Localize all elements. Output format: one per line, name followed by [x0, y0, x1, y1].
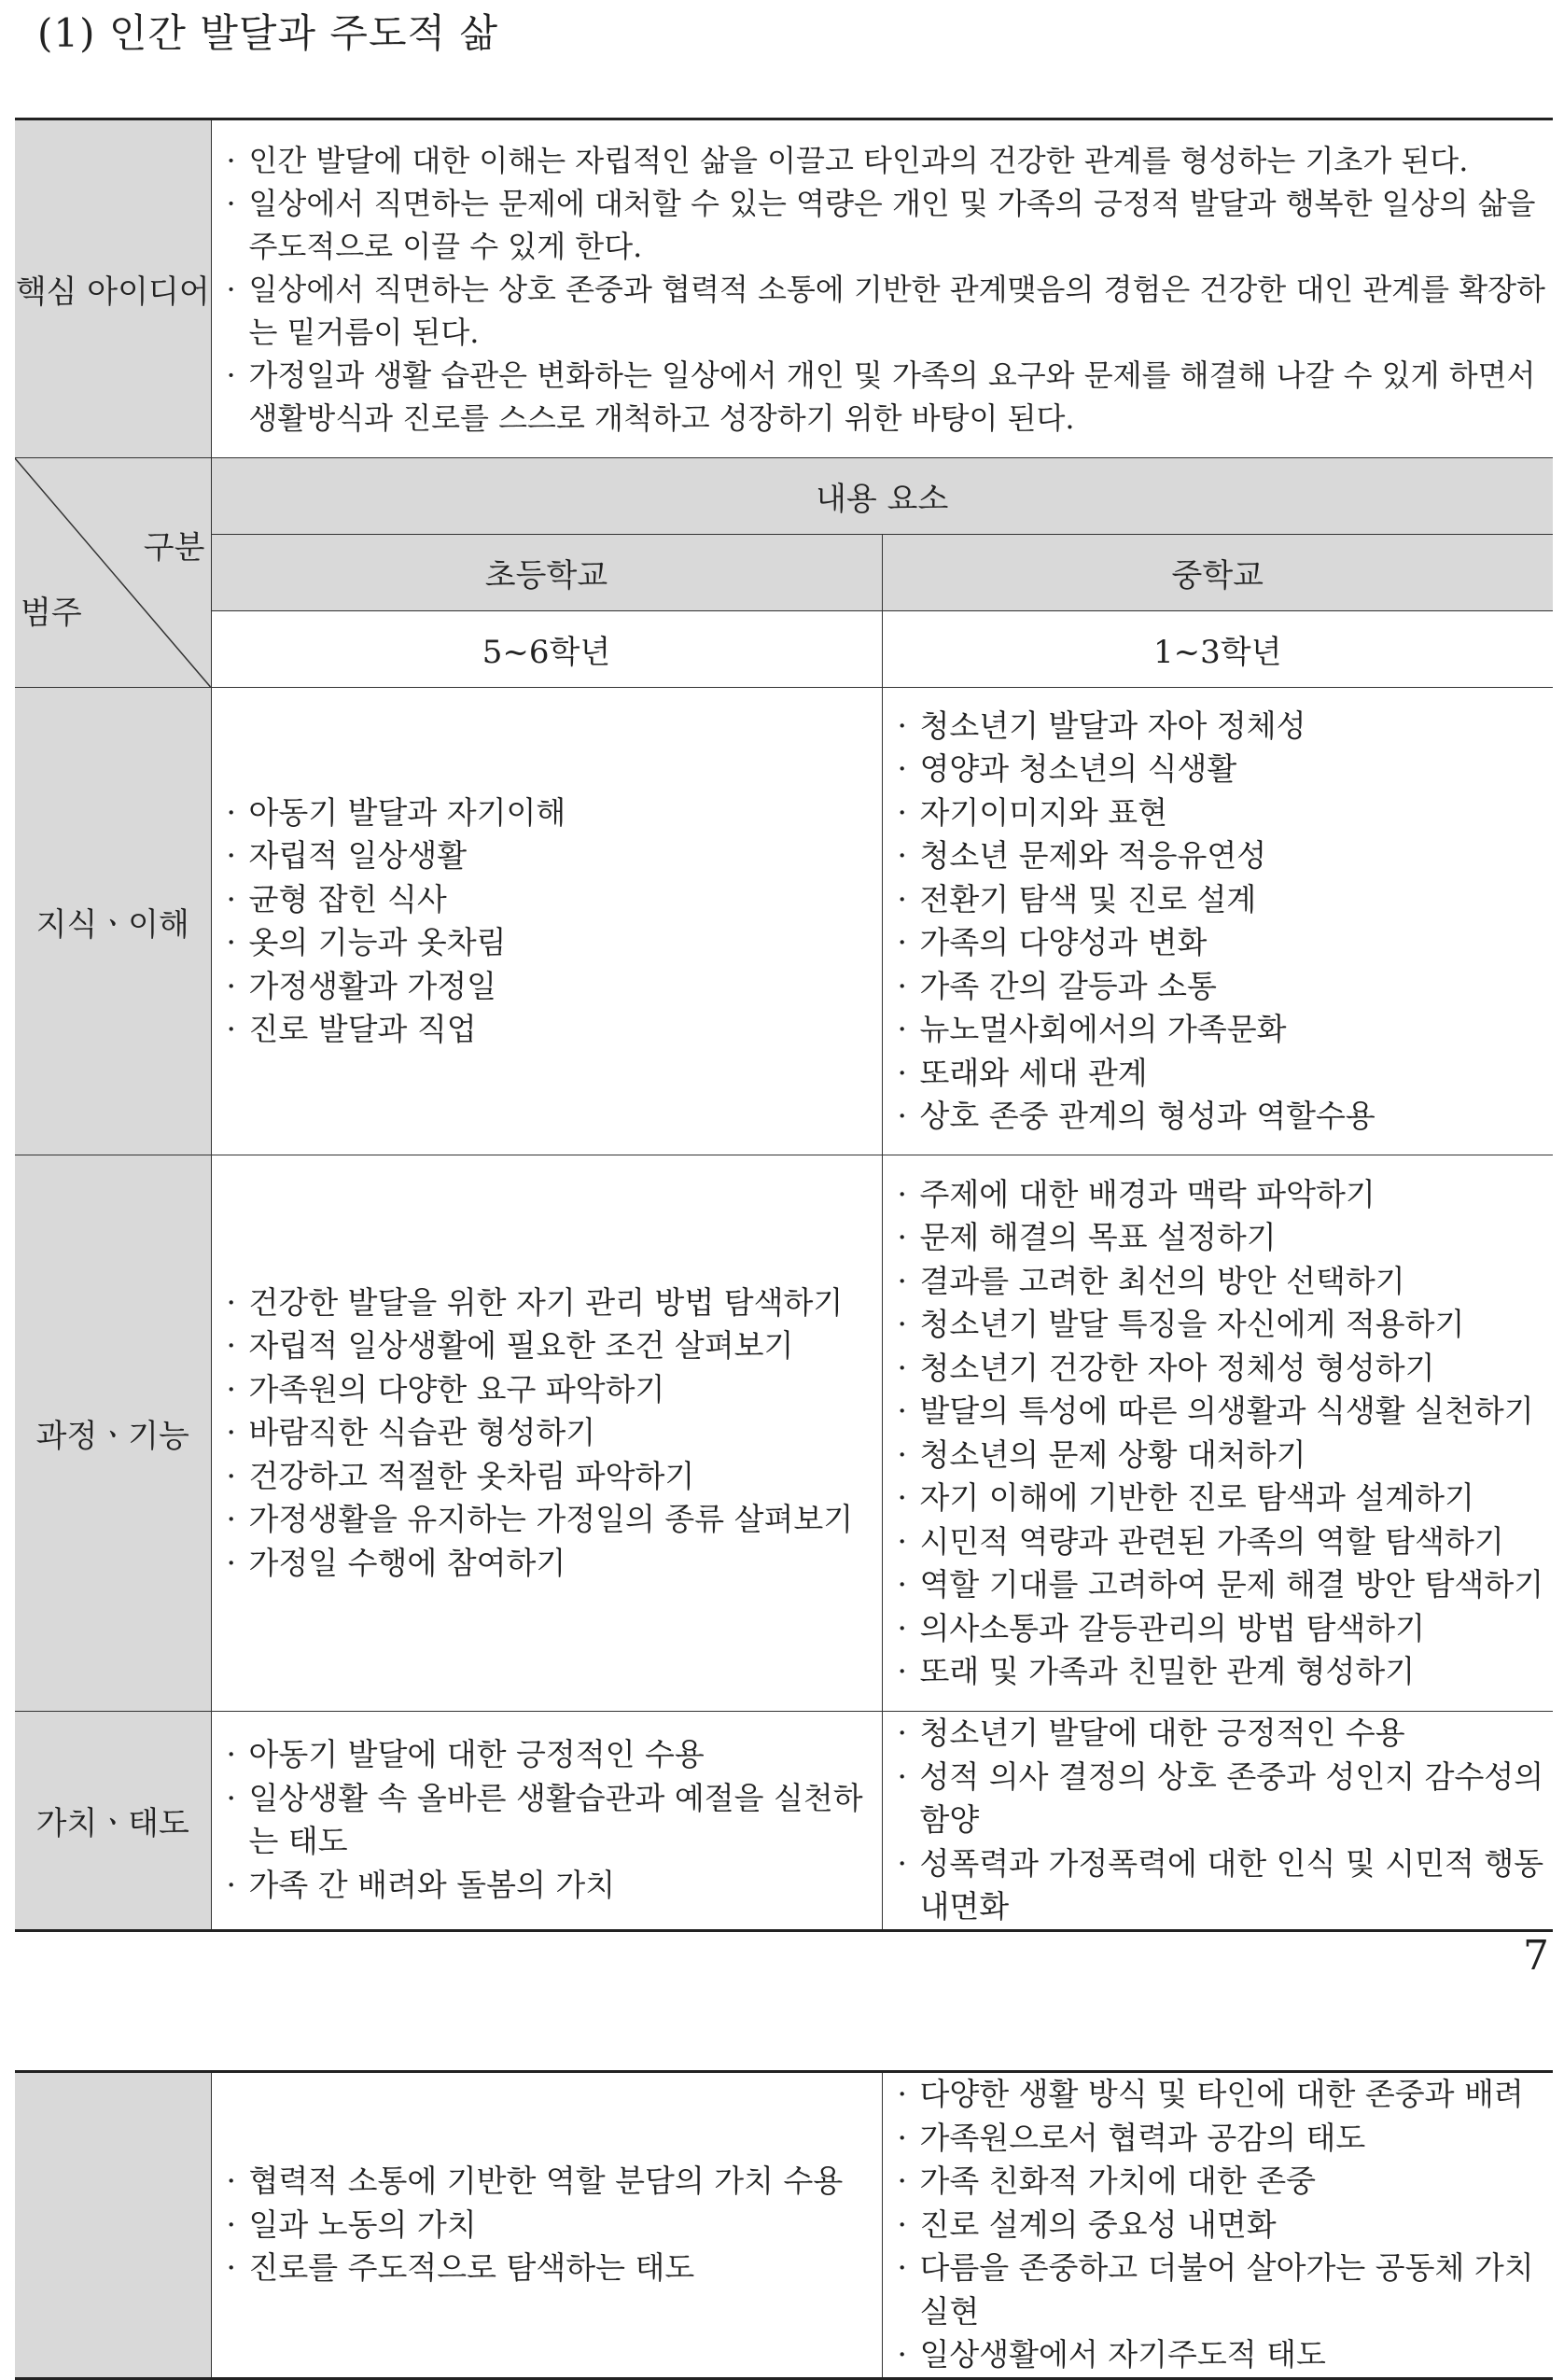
continued-table: [15, 2070, 1553, 2380]
value-continued-elementary-list: [212, 2160, 882, 2290]
list-item: · 또래와 세대 관계: [892, 1052, 1550, 1096]
list-item: · 자립적 일상생활에 필요한 조건 살펴보기: [221, 1324, 878, 1368]
list-item: · 청소년기 발달과 자아 정체성: [892, 705, 1550, 749]
list-item: · 일상에서 직면하는 문제에 대처할 수 있는 역량은 개인 및 가족의 긍정적 발달과 행복한 일상의 삶을 주도적으로 이끌 수 있게 한다.: [221, 182, 1550, 268]
process-elementary-list: [212, 1281, 882, 1586]
value-continued-row: [15, 2072, 1553, 2379]
list-item: · 성적 의사 결정의 상호 존중과 성인지 감수성의 함양: [892, 1756, 1550, 1842]
list-item: · 건강한 발달을 위한 자기 관리 방법 탐색하기: [221, 1281, 878, 1325]
value-middle-list: [883, 1712, 1554, 1929]
list-item: · 청소년의 문제 상황 대처하기: [892, 1434, 1550, 1477]
middle-header: 중학교: [882, 535, 1553, 611]
process-row: [15, 1155, 1553, 1712]
process-middle-list: [883, 1173, 1554, 1694]
list-item: · 진로 발달과 직업: [221, 1008, 878, 1052]
value-continued-elementary-cell: [211, 2072, 882, 2379]
list-item: · 진로 설계의 중요성 내면화: [892, 2204, 1550, 2247]
list-item: · 전환기 탐색 및 진로 설계: [892, 878, 1550, 922]
category-value-continued: [15, 2072, 211, 2379]
list-item: · 역할 기대를 고려하여 문제 해결 방안 탐색하기: [892, 1563, 1550, 1607]
list-item: · 가정생활과 가정일: [221, 965, 878, 1009]
list-item: · 다름을 존중하고 더불어 살아가는 공동체 가치 실현: [892, 2247, 1550, 2333]
list-item: · 아동기 발달과 자기이해: [221, 791, 878, 835]
list-item: · 상호 존중 관계의 형성과 역할수용: [892, 1095, 1550, 1139]
list-item: · 청소년기 발달에 대한 긍정적인 수용: [892, 1712, 1550, 1756]
header-row-2: [15, 535, 1553, 611]
list-item: · 가정일 수행에 참여하기: [221, 1542, 878, 1586]
elementary-grade: 5~6학년: [211, 611, 882, 688]
gubun-label: 구분: [143, 529, 205, 567]
list-item: · 진로를 주도적으로 탐색하는 태도: [221, 2247, 878, 2290]
diagonal-line: [15, 458, 211, 687]
core-idea-cell: [211, 119, 1553, 458]
list-item: · 자립적 일상생활: [221, 834, 878, 878]
curriculum-table: [15, 118, 1553, 1932]
list-item: · 성폭력과 가정폭력에 대한 인식 및 시민적 행동 내면화: [892, 1842, 1550, 1929]
value-continued-middle-list: [883, 2073, 1554, 2377]
list-item: · 일상생활 속 올바른 생활습관과 예절을 실천하는 태도: [221, 1777, 878, 1864]
elementary-header: 초등학교: [211, 535, 882, 611]
value-middle-cell: [882, 1712, 1553, 1931]
list-item: · 영양과 청소년의 식생활: [892, 748, 1550, 791]
header-row-1: [15, 458, 1553, 535]
core-idea-row: [15, 119, 1553, 458]
list-item: · 가족의 다양성과 변화: [892, 921, 1550, 965]
list-item: · 청소년 문제와 적응유연성: [892, 834, 1550, 878]
list-item: · 가정일과 생활 습관은 변화하는 일상에서 개인 및 가족의 요구와 문제를 해결해 나갈 수 있게 하면서 생활방식과 진로를 스스로 개척하고 성장하기 위한 바탕이 된다.: [221, 354, 1550, 440]
list-item: · 가족원으로서 협력과 공감의 태도: [892, 2117, 1550, 2161]
knowledge-elementary-cell: [211, 688, 882, 1155]
core-idea-label: 핵심 아이디어: [15, 119, 211, 458]
header-row-3: [15, 611, 1553, 688]
value-elementary-cell: [211, 1712, 882, 1931]
beomju-label: 범주: [21, 595, 82, 632]
list-item: · 주제에 대한 배경과 맥락 파악하기: [892, 1173, 1550, 1217]
content-elements-header: 내용 요소: [211, 458, 1553, 535]
list-item: · 아동기 발달에 대한 긍정적인 수용: [221, 1733, 878, 1777]
value-row: [15, 1712, 1553, 1931]
list-item: · 가정생활을 유지하는 가정일의 종류 살펴보기: [221, 1498, 878, 1542]
middle-grade: 1~3학년: [882, 611, 1553, 688]
value-continued-middle-cell: [882, 2072, 1553, 2379]
list-item: · 인간 발달에 대한 이해는 자립적인 삶을 이끌고 타인과의 건강한 관계를 형성하는 기초가 된다.: [221, 139, 1550, 182]
list-item: · 자기 이해에 기반한 진로 탐색과 설계하기: [892, 1477, 1550, 1520]
list-item: · 협력적 소통에 기반한 역할 분담의 가치 수용: [221, 2160, 878, 2204]
list-item: · 의사소통과 갈등관리의 방법 탐색하기: [892, 1607, 1550, 1651]
category-value: 가치ㆍ태도: [15, 1712, 211, 1931]
list-item: · 발달의 특성에 따른 의생활과 식생활 실천하기: [892, 1390, 1550, 1434]
list-item: · 가족원의 다양한 요구 파악하기: [221, 1368, 878, 1412]
knowledge-elementary-list: [212, 791, 882, 1052]
list-item: · 결과를 고려한 최선의 방안 선택하기: [892, 1260, 1550, 1304]
process-elementary-cell: [211, 1155, 882, 1712]
knowledge-row: [15, 688, 1553, 1155]
list-item: · 다양한 생활 방식 및 타인에 대한 존중과 배려: [892, 2073, 1550, 2117]
list-item: · 가족 간의 갈등과 소통: [892, 965, 1550, 1009]
list-item: · 건강하고 적절한 옷차림 파악하기: [221, 1455, 878, 1499]
value-elementary-list: [212, 1733, 882, 1907]
list-item: · 시민적 역량과 관련된 가족의 역할 탐색하기: [892, 1520, 1550, 1564]
list-item: · 청소년기 발달 특징을 자신에게 적용하기: [892, 1303, 1550, 1347]
knowledge-middle-list: [883, 705, 1554, 1139]
page-number: 7: [1523, 1932, 1549, 1980]
list-item: · 바람직한 식습관 형성하기: [221, 1411, 878, 1455]
list-item: · 일상에서 직면하는 상호 존중과 협력적 소통에 기반한 관계맺음의 경험은 건강한 대인 관계를 확장하는 밑거름이 된다.: [221, 268, 1550, 354]
section-title: (1) 인간 발달과 주도적 삶: [37, 10, 499, 56]
category-process: 과정ㆍ기능: [15, 1155, 211, 1712]
list-item: · 일상생활에서 자기주도적 태도: [892, 2333, 1550, 2377]
list-item: · 청소년기 건강한 자아 정체성 형성하기: [892, 1347, 1550, 1391]
process-middle-cell: [882, 1155, 1553, 1712]
list-item: · 가족 간 배려와 돌봄의 가치: [221, 1864, 878, 1908]
list-item: · 또래 및 가족과 친밀한 관계 형성하기: [892, 1650, 1550, 1694]
list-item: · 일과 노동의 가치: [221, 2204, 878, 2247]
category-knowledge: 지식ㆍ이해: [15, 688, 211, 1155]
list-item: · 가족 친화적 가치에 대한 존중: [892, 2160, 1550, 2204]
diagonal-header-cell: [15, 458, 211, 688]
knowledge-middle-cell: [882, 688, 1553, 1155]
core-idea-list: [212, 139, 1554, 440]
list-item: · 옷의 기능과 옷차림: [221, 921, 878, 965]
list-item: · 뉴노멀사회에서의 가족문화: [892, 1008, 1550, 1052]
list-item: · 균형 잡힌 식사: [221, 878, 878, 922]
list-item: · 문제 해결의 목표 설정하기: [892, 1216, 1550, 1260]
list-item: · 자기이미지와 표현: [892, 791, 1550, 835]
